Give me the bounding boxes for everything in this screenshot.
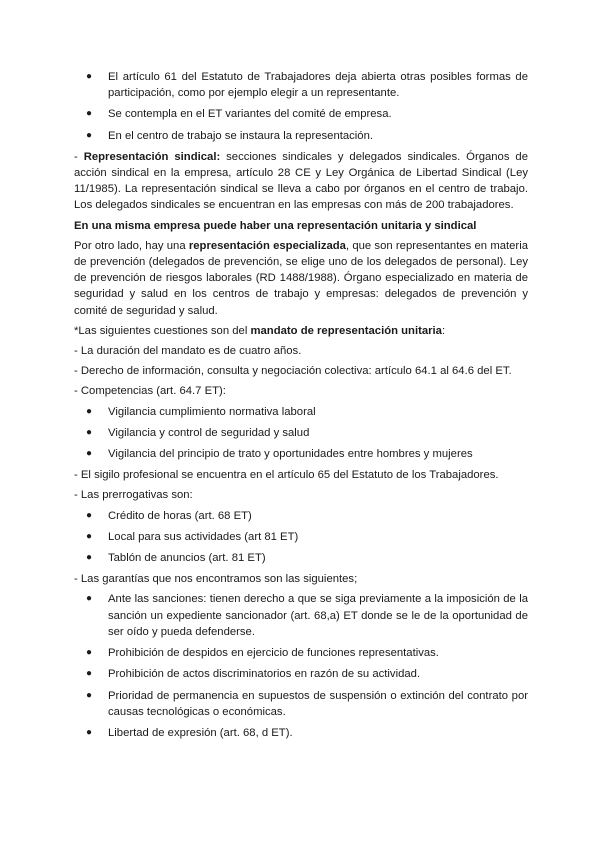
- list-item: ● Tablón de anuncios (art. 81 ET): [74, 550, 528, 566]
- list-item: ● Vigilancia del principio de trato y oportunidades entre hombres y mujeres: [74, 446, 528, 462]
- bullet-list-competencias: [74, 404, 528, 463]
- line-prerrogativas: - Las prerrogativas son:: [74, 489, 193, 502]
- paragraph-mandato: *Las siguientes cuestiones son del mandato de representación unitaria:: [74, 324, 446, 337]
- bullet-icon: ●: [86, 530, 93, 542]
- line-duracion: - La duración del mandato es de cuatro años.: [74, 345, 302, 358]
- bullet-icon: ●: [86, 668, 93, 680]
- bullet-icon: ●: [86, 552, 93, 564]
- list-item: ● En el centro de trabajo se instaura la representación.: [74, 128, 528, 144]
- bullet-icon: ●: [86, 405, 93, 417]
- bullet-list-prerrogativas: [74, 508, 528, 567]
- list-item: ● Prohibición de actos discriminatorios en razón de su actividad.: [74, 666, 528, 682]
- list-item: ● Ante las sanciones: tienen derecho a que se siga previamente a la imposición de la sanción un expediente sancionador (art. 68,a) ET donde se le de la oportunidad de ser oído y pueda defenderse.: [86, 593, 528, 638]
- bullet-icon: ●: [86, 726, 93, 738]
- list-item: ● Se contempla en el ET variantes del comité de empresa.: [74, 106, 528, 122]
- bullet-icon: ●: [86, 108, 93, 120]
- line-garantias: - Las garantías que nos encontramos son las siguientes;: [74, 573, 358, 586]
- paragraph-representacion-sindical: - Representación sindical: secciones sindicales y delegados sindicales. Órganos de acción sindical en la empresa, artículo 28 CE y Ley Orgánica de Libertad Sindical (Ley 11/1985). La representación sindical se lleva a cabo por órganos en el centro de trabajo. Los delegados sindicales se encuentran en las empresas con más de 200 trabajadores.: [74, 150, 528, 212]
- line-derecho-informacion: - Derecho de información, consulta y negociación colectiva: artículo 64.1 al 64.6 del ET.: [74, 365, 512, 378]
- bullet-icon: ●: [86, 71, 93, 82]
- bullet-icon: ●: [86, 509, 93, 521]
- bullet-icon: ●: [86, 448, 93, 460]
- bullet-list-garantias: [74, 591, 528, 741]
- section-heading: En una misma empresa puede haber una representación unitaria y sindical: [74, 219, 477, 232]
- bullet-icon: ●: [86, 647, 93, 659]
- bullet-icon: ●: [86, 129, 93, 141]
- list-item: ● Libertad de expresión (art. 68, d ET).: [74, 725, 528, 741]
- line-competencias: - Competencias (art. 64.7 ET):: [74, 385, 226, 398]
- bullet-icon: ●: [86, 593, 93, 605]
- list-item: ● Crédito de horas (art. 68 ET): [74, 508, 528, 524]
- bullet-list-participacion: [74, 69, 528, 144]
- line-sigilo: - El sigilo profesional se encuentra en el artículo 65 del Estatuto de los Trabajadores.: [74, 469, 499, 482]
- bullet-icon: ●: [86, 426, 93, 438]
- list-item: ● Local para sus actividades (art 81 ET): [74, 529, 528, 545]
- list-item: ● Vigilancia y control de seguridad y salud: [74, 425, 528, 441]
- list-item: ● El artículo 61 del Estatuto de Trabajadores deja abierta otras posibles formas de participación, como por ejemplo elegir a un representante.: [86, 71, 528, 100]
- document-page: [74, 69, 528, 746]
- list-item: ● Prohibición de despidos en ejercicio de funciones representativas.: [74, 645, 528, 661]
- paragraph-representacion-especializada: Por otro lado, hay una representación especializada, que son representantes en materia de prevención (delegados de prevención, se elige uno de los delegados de personal). Ley de prevención de riesgos laborales (RD 1488/1988). Órgano especializado en materia de seguridad y salud en los centros de trabajo y empresas: delegados de prevención y comité de seguridad y salud.: [74, 239, 528, 317]
- list-item: ● Vigilancia cumplimiento normativa laboral: [74, 404, 528, 420]
- bullet-icon: ●: [86, 689, 93, 701]
- list-item: ● Prioridad de permanencia en supuestos de suspensión o extinción del contrato por causas tecnológicas o económicas.: [86, 689, 528, 718]
